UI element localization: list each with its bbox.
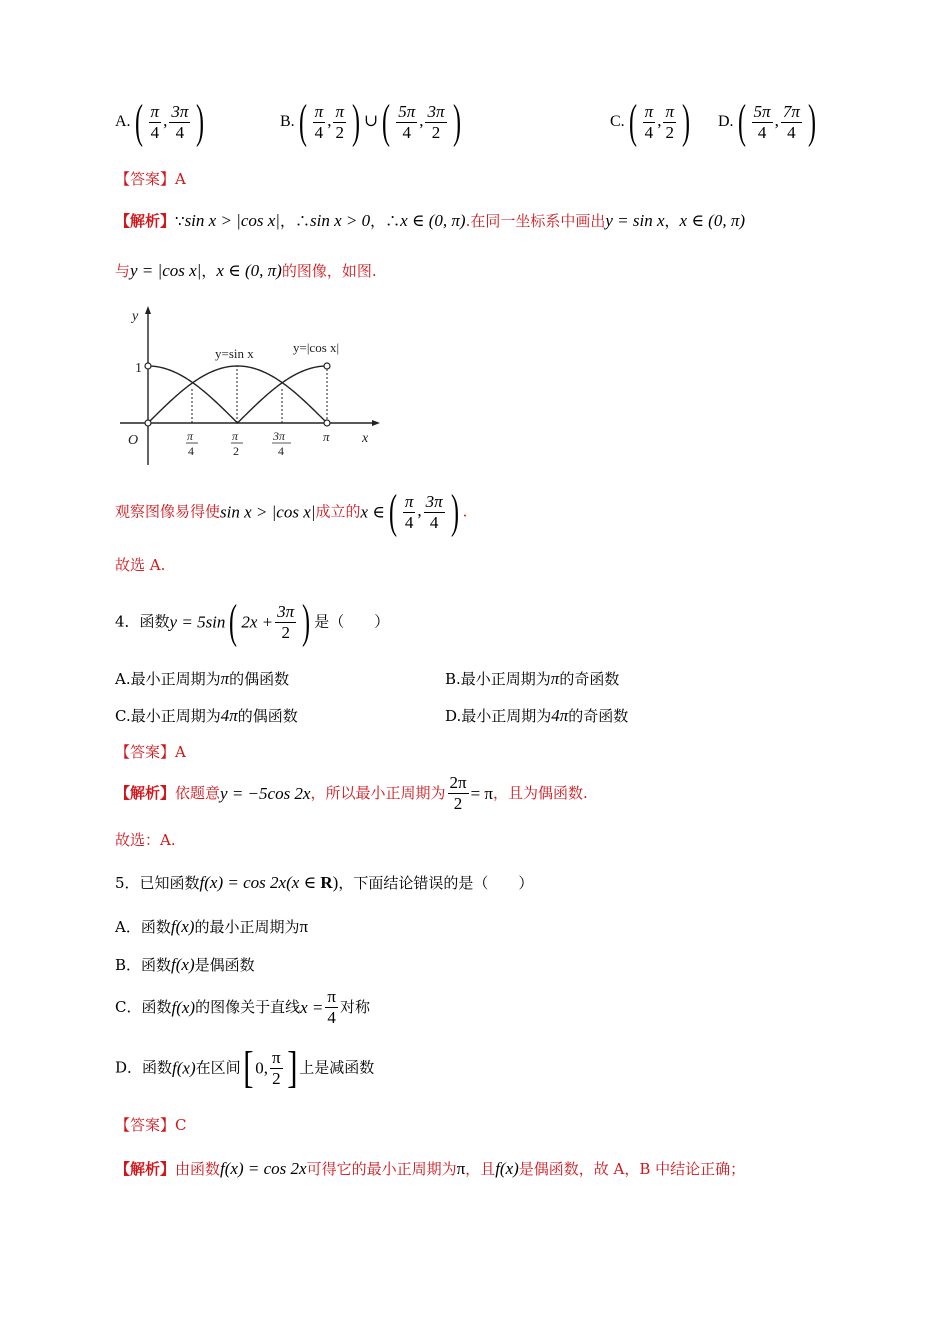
q4-option-a: A.最小正周期为π的偶函数 xyxy=(115,669,290,688)
q3-answer: 【答案】A xyxy=(115,170,186,188)
tick-3pi4-den: 4 xyxy=(278,444,284,458)
q4-stem: 4．函数y = 5sin( 2x + $\frac{3\pi}{2}$ ) 是（ ） xyxy=(115,595,390,648)
origin-label: O xyxy=(128,433,139,448)
q3-choose: 故选 A. xyxy=(115,556,166,574)
tick-pi2-den: 2 xyxy=(233,444,239,458)
x-axis-arrow xyxy=(372,420,380,426)
q5-option-d: D．函数f(x)在区间[ 0, $\frac{\pi}{2}$ ] 上是减函数 xyxy=(115,1043,375,1092)
open-point-0-1 xyxy=(145,363,151,369)
q5-option-c: C．函数f(x)的图像关于直线x = $\frac{\pi}{4}$ 对称 xyxy=(115,987,370,1027)
q4-analysis: 【解析】依题意y = −5cos 2x，所以最小正周期为 $\frac{2\pi}{2}$ = π，且为偶函数. xyxy=(115,773,588,813)
q3-option-a: A.( $\frac{\pi}{4}$ , $\frac{3\pi}{4}$ ) xyxy=(115,95,205,148)
q3-option-d: D.( $\frac{5\pi}{4}$ , $\frac{7\pi}{4}$ ) xyxy=(718,95,816,148)
open-point-origin xyxy=(145,420,151,426)
x-axis-label: x xyxy=(362,431,369,446)
tick-pi: π xyxy=(323,429,330,444)
tick-pi2-num: π xyxy=(232,429,239,443)
q4-option-c: C.最小正周期为4π的偶函数 xyxy=(115,706,298,725)
sin-label: y=sin x xyxy=(215,346,254,361)
q5-stem: 5．已知函数f(x) = cos 2x(x ∈ R)，下面结论错误的是（ ） xyxy=(115,873,534,892)
function-graph xyxy=(110,300,400,470)
q3-option-b: B.( $\frac{\pi}{4}$ , $\frac{\pi}{2}$ ) ∪( $\frac{5\pi}{4}$ , $\frac{3\pi}{2}$ ) xyxy=(280,95,461,148)
open-point-pi-1 xyxy=(324,363,330,369)
q4-answer: 【答案】A xyxy=(115,743,186,761)
tick-3pi4-num: 3π xyxy=(273,429,286,443)
q4-choose: 故选：A. xyxy=(115,831,176,849)
y-axis-label: y xyxy=(132,309,139,324)
one-label: 1 xyxy=(135,361,142,376)
cos-label: y=|cos x| xyxy=(293,340,340,355)
q5-answer: 【答案】C xyxy=(115,1116,187,1134)
q3-analysis-line2: 与y = |cos x|，x ∈ (0, π)的图像，如图. xyxy=(115,261,377,280)
y-axis-arrow xyxy=(145,306,151,314)
q5-option-a: A．函数f(x)的最小正周期为π xyxy=(115,917,309,936)
q3-analysis-line1: 【解析】∵sin x > |cos x|，∴sin x > 0，∴x ∈ (0, π).在同一坐标系中画出y = sin x，x ∈ (0, π) xyxy=(115,211,746,230)
open-point-pi-0 xyxy=(324,420,330,426)
q3-option-c: C.( $\frac{\pi}{4}$ , $\frac{\pi}{2}$ ) xyxy=(610,95,690,148)
tick-pi4-den: 4 xyxy=(188,444,194,458)
q4-option-b: B.最小正周期为π的奇函数 xyxy=(445,669,620,688)
q3-observe: 观察图像易得使sin x > |cos x|成立的x ∈( $\frac{\pi}{4}$ , $\frac{3\pi}{4}$ ) . xyxy=(115,485,468,538)
tick-pi4-num: π xyxy=(187,429,194,443)
q5-option-b: B．函数f(x)是偶函数 xyxy=(115,955,255,974)
q4-option-d: D.最小正周期为4π的奇函数 xyxy=(445,706,629,725)
q5-analysis: 【解析】由函数f(x) = cos 2x可得它的最小正周期为π，且f(x)是偶函数，故 A，B 中结论正确； xyxy=(115,1159,746,1178)
